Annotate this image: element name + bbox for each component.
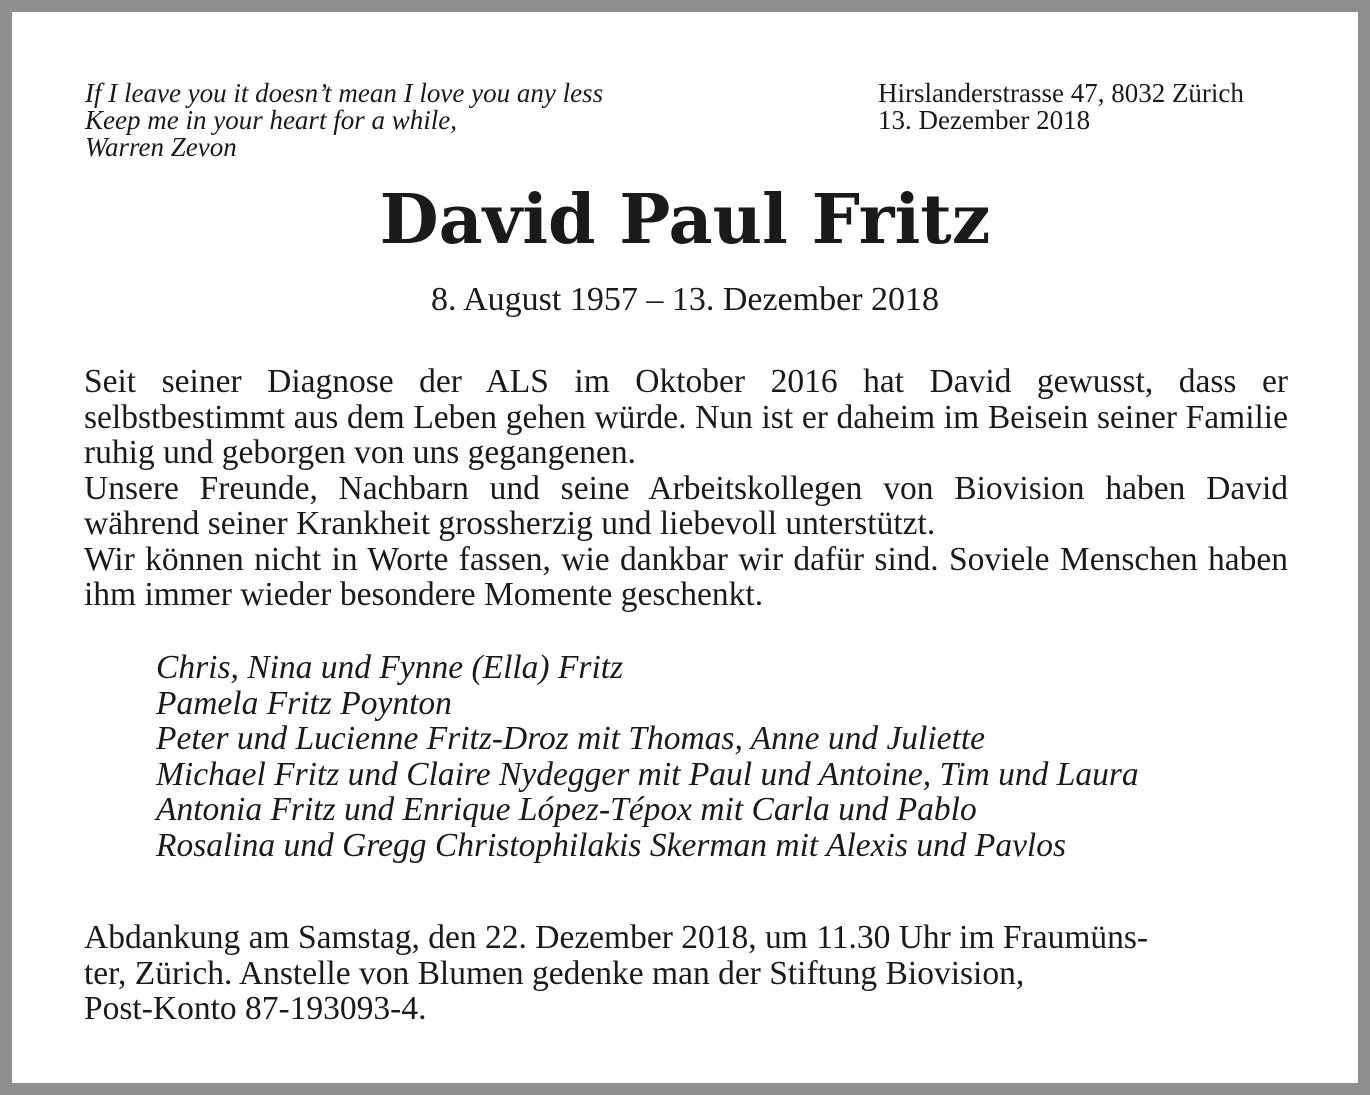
- mourner-entry: Pamela Fritz Poynton: [156, 684, 452, 722]
- funeral-line: ter, Zürich. Anstelle von Blumen gedenke man der Stiftung Biovision,: [84, 954, 1025, 992]
- message-text: [84, 364, 1288, 613]
- funeral-line: Post-Konto 87-193093-4.: [84, 990, 427, 1027]
- funeral-info: [84, 920, 1288, 1027]
- mourner-entry: Chris, Nina und Fynne (Ella) Fritz: [156, 649, 624, 686]
- address-block: [878, 80, 1244, 134]
- epigraph-quote: [85, 80, 603, 161]
- obituary-notice: [12, 12, 1358, 1083]
- mourners-list: [156, 650, 1139, 863]
- mourner-entry: Peter und Lucienne Fritz-Droz mit Thomas, Anne und Juliette: [156, 720, 986, 757]
- message-paragraph: Seit seiner Diagnose der ALS im Oktober 2016 hat David gewusst, dass er selbstbestimmt aus dem Leben gehen würde. Nun ist er daheim im Beisein seiner Familie ruhig und geborgen von uns gegangenen.: [84, 363, 1288, 471]
- deceased-name: David Paul Fritz: [379, 180, 991, 260]
- address: Hirslanderstrasse 47, 8032 Zürich: [878, 78, 1244, 108]
- epigraph-author: Warren Zevon: [85, 132, 237, 162]
- mourner-entry: Michael Fritz und Claire Nydegger mit Paul und Antoine, Tim und Laura: [156, 755, 1139, 793]
- mourner-entry: Antonia Fritz und Enrique López-Tépox mit Carla und Pablo: [156, 791, 977, 828]
- notice-date: 13. Dezember 2018: [878, 105, 1091, 135]
- mourner-entry: Rosalina und Gregg Christophilakis Skerman mit Alexis und Pavlos: [156, 826, 1067, 864]
- epigraph-line: Keep me in your heart for a while,: [85, 105, 457, 135]
- message-paragraph: Wir können nicht in Worte fassen, wie dankbar wir dafür sind. Soviele Menschen haben ihm immer wieder besondere Momente geschenkt.: [84, 540, 1288, 613]
- message-paragraph: Unsere Freunde, Nachbarn und seine Arbeitskollegen von Biovision haben David während seiner Krankheit grossherzig und liebevoll unterstützt.: [84, 469, 1288, 542]
- life-dates: 8. August 1957 – 13. Dezember 2018: [430, 281, 940, 318]
- epigraph-line: If I leave you it doesn’t mean I love you any less: [85, 78, 604, 108]
- funeral-line: Abdankung am Samstag, den 22. Dezember 2018, um 11.30 Uhr im Fraumüns-: [84, 919, 1149, 956]
